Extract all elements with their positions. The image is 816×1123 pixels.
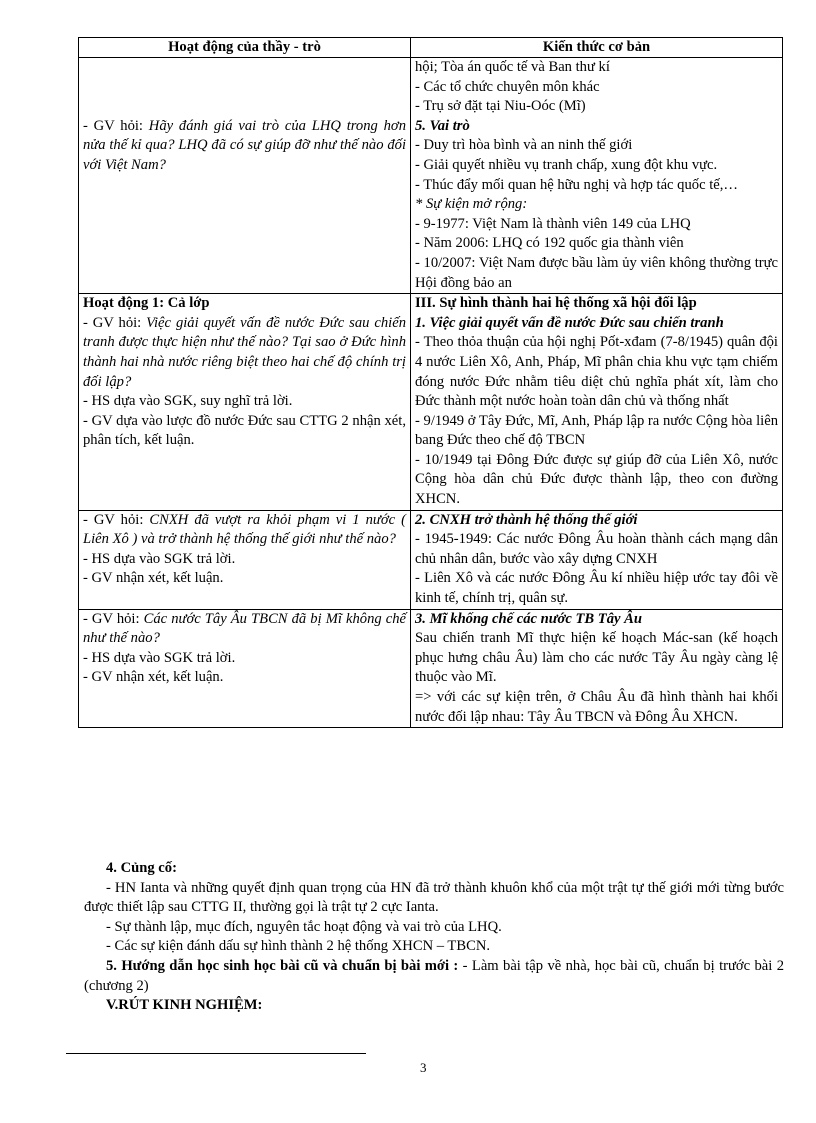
list-item: - HS dựa vào SGK, suy nghĩ trả lời.	[83, 393, 293, 410]
activity-title: Hoạt động 1: Cả lớp	[83, 295, 210, 312]
knowledge-cell	[411, 510, 783, 609]
list-item: - Thúc đẩy mối quan hệ hữu nghị và hợp tác quốc tế,…	[415, 176, 738, 193]
list-item: - 9/1949 ở Tây Đức, Mĩ, Anh, Pháp lập ra nước Cộng hòa liên bang Đức theo chế độ TBCN	[415, 412, 778, 449]
list-item: - Giải quyết nhiều vụ tranh chấp, xung đột khu vực.	[415, 156, 718, 173]
list-item: => với các sự kiện trên, ở Châu Âu đã hình thành hai khối nước đối lập nhau: Tây Âu TBCN và Đông Âu XHCN.	[415, 689, 778, 725]
list-item: - Theo thỏa thuận của hội nghị Pốt-xđam (7-8/1945) quân đội 4 nước Liên Xô, Anh, Pháp, Mĩ phân chia khu vực tạm chiếm đóng nước Đức nhằm tiêu diệt chủ nghĩa phát xít, làm cho Đức thành một nước hoàn toàn dân chủ và thống nhất	[415, 334, 778, 410]
col-header-activities: Hoạt động của thầy - trò	[79, 38, 411, 58]
knowledge-cell	[411, 294, 783, 511]
list-item: Sau chiến tranh Mĩ thực hiện kế hoạch Mác-san (kế hoạch phục hưng châu Âu) làm cho các nước Tây Âu ngày càng lệ thuộc vào Mĩ.	[415, 630, 778, 686]
teacher-question: - GV hỏi: Các nước Tây Âu TBCN đã bị Mĩ không chế như thế nào?	[83, 610, 406, 647]
list-item: - GV nhận xét, kết luận.	[83, 570, 224, 587]
footnote-divider	[66, 1053, 366, 1054]
knowledge-cell	[411, 609, 783, 728]
activity-cell	[79, 510, 411, 609]
list-item: - HS dựa vào SGK trả lời.	[83, 649, 236, 666]
activity-cell	[79, 609, 411, 728]
col-header-knowledge: Kiến thức cơ bản	[411, 38, 783, 58]
table-header-row	[79, 38, 783, 58]
list-item: - 10/1949 tại Đông Đức được sự giúp đỡ của Liên Xô, nước Cộng hòa dân chủ Đức được thành lập, theo con đường XHCN.	[415, 451, 778, 508]
list-item: - HS dựa vào SGK trả lời.	[83, 550, 236, 567]
teacher-question: - GV hỏi: Hãy đánh giá vai trò của LHQ trong hơn nửa thế kỉ qua? LHQ đã có sự giúp đỡ như thế nào đối với Việt Nam?	[83, 117, 406, 173]
section-heading: 1. Việc giải quyết vấn đề nước Đức sau chiến tranh	[415, 314, 724, 331]
section-heading: 5. Vai trò	[415, 117, 470, 134]
summary-item: - HN Ianta và những quyết định quan trọng của HN đã trở thành khuôn khổ của một trật tự thế giới mới từng bước được thiết lập sau CTTG II, thường gọi là trật tự 2 cực Ianta.	[84, 879, 784, 916]
summary-item: - Các sự kiện đánh dấu sự hình thành 2 hệ thống XHCN – TBCN.	[106, 938, 491, 955]
list-item: - 10/2007: Việt Nam được bầu làm ủy viên không thường trực Hội đồng bảo an	[415, 254, 778, 291]
review-title: V.RÚT KINH NGHIỆM:	[106, 997, 263, 1014]
activity-cell	[79, 58, 411, 294]
list-item: - Duy trì hòa bình và an ninh thế giới	[415, 137, 633, 154]
extension-heading: * Sự kiện mở rộng:	[415, 196, 528, 213]
list-item: - GV nhận xét, kết luận.	[83, 669, 224, 686]
list-item: - Các tổ chức chuyên môn khác	[415, 78, 600, 95]
table-row	[79, 294, 783, 511]
section-heading: 3. Mĩ khống chế các nước TB Tây Âu	[415, 610, 642, 627]
list-item: - Năm 2006: LHQ có 192 quốc gia thành viên	[415, 235, 684, 252]
activity-cell	[79, 294, 411, 511]
guide-paragraph: 5. Hướng dẫn học sinh học bài cũ và chuẩn bị bài mới : - Làm bài tập về nhà, học bài cũ, chuẩn bị trước bài 2 (chương 2)	[84, 957, 784, 994]
list-item: - Trụ sở đặt tại Niu-Oóc (Mĩ)	[415, 98, 586, 115]
teacher-question: - GV hỏi: Việc giải quyết vấn đề nước Đức sau chiến tranh được thực hiện như thế nào? Tại sao ở Đức hình thành hai nhà nước riêng biệt theo hai chế độ chính trị đối lập?	[83, 314, 406, 390]
table-row	[79, 58, 783, 294]
knowledge-cell	[411, 58, 783, 294]
list-item: - GV dựa vào lược đồ nước Đức sau CTTG 2 nhận xét, phân tích, kết luận.	[83, 412, 406, 449]
teacher-question: - GV hỏi: CNXH đã vượt ra khỏi phạm vi 1 nước ( Liên Xô ) và trở thành hệ thống thế giới như thế nào?	[83, 511, 407, 548]
list-item: hội; Tòa án quốc tế và Ban thư kí	[415, 59, 610, 75]
summary-item: - Sự thành lập, mục đích, nguyên tắc hoạt động và vai trò của LHQ.	[106, 918, 502, 935]
lesson-table	[78, 37, 783, 728]
table-row	[79, 510, 783, 609]
summary-title: 4. Củng cố:	[106, 860, 177, 876]
list-item: - 1945-1949: Các nước Đông Âu hoàn thành cách mạng dân chủ nhân dân, bước vào xây dựng CNXH	[415, 531, 778, 567]
list-item: - Liên Xô và các nước Đông Âu kí nhiều hiệp ước tay đôi về kinh tế, chính trị, quân sự.	[415, 570, 778, 607]
section-title: III. Sự hình thành hai hệ thống xã hội đối lập	[415, 295, 697, 312]
page-number: 3	[420, 1060, 427, 1075]
table-row	[79, 609, 783, 728]
list-item: - 9-1977: Việt Nam là thành viên 149 của LHQ	[415, 215, 691, 232]
summary-section	[84, 859, 784, 1016]
section-heading: 2. CNXH trở thành hệ thống thế giới	[415, 511, 638, 528]
